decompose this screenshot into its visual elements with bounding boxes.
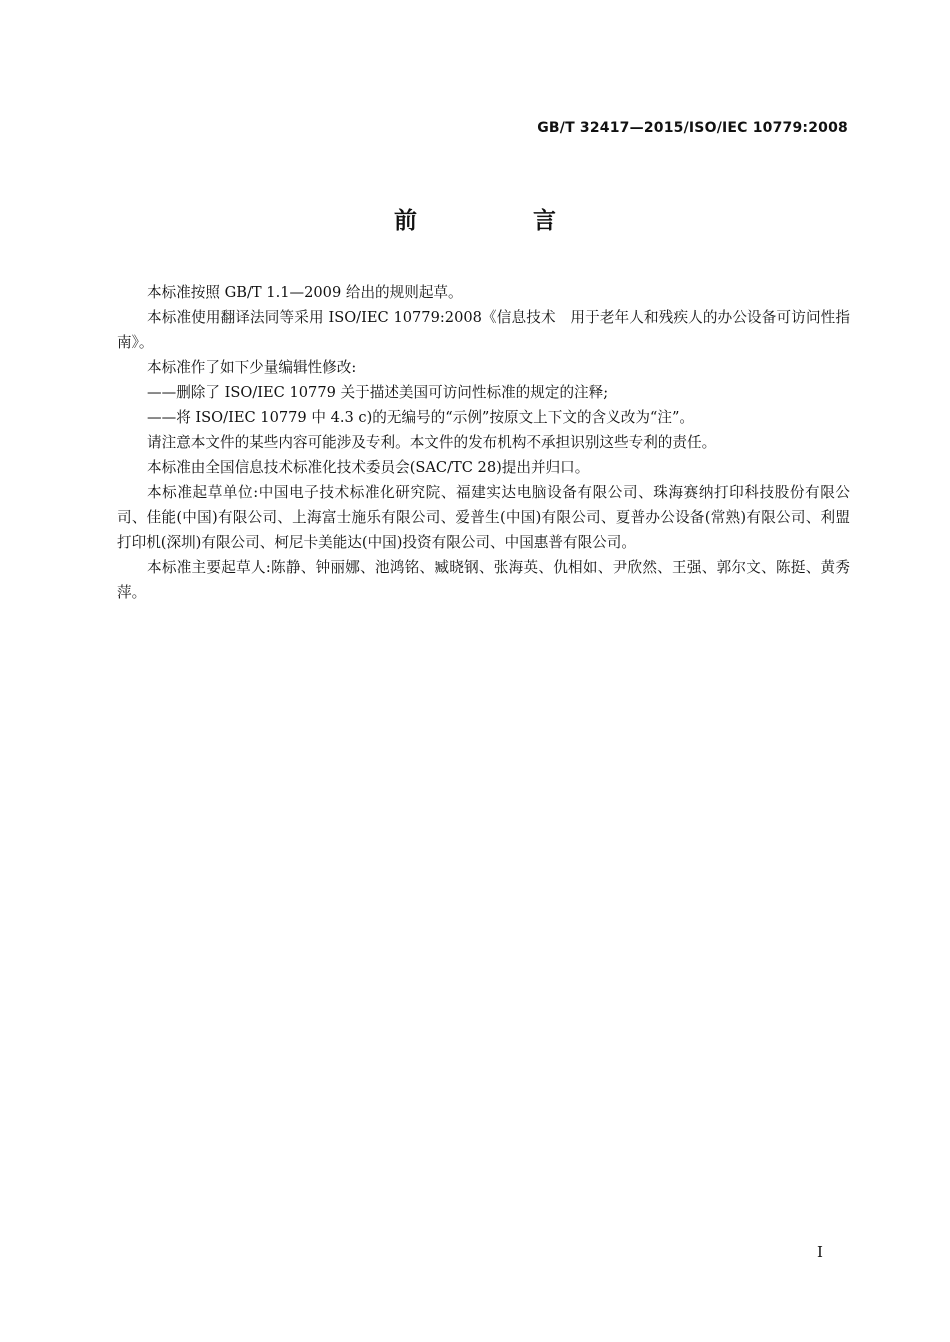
foreword-body xyxy=(117,280,850,605)
page-number: I xyxy=(817,1243,823,1261)
paragraph-edits-intro: 本标准作了如下少量编辑性修改: xyxy=(147,359,357,376)
paragraph-patent-notice: 请注意本文件的某些内容可能涉及专利。本文件的发布机构不承担识别这些专利的责任。 xyxy=(147,434,717,451)
paragraph-adoption: 本标准使用翻译法同等采用 ISO/IEC 10779:2008《信息技术 用于老年人和残疾人的办公设备可访问性指南》。 xyxy=(117,309,850,351)
paragraph-edit-item-1: ——删除了 ISO/IEC 10779 关于描述美国可访问性标准的规定的注释; xyxy=(147,384,609,401)
paragraph-drafters: 本标准主要起草人:陈静、钟丽娜、池鸿铭、臧晓钢、张海英、仇相如、尹欣然、王强、郭尔文、陈挺、黄秀萍。 xyxy=(117,559,850,601)
page-title: 前 言 xyxy=(393,208,610,234)
paragraph-drafting-rules: 本标准按照 GB/T 1.1—2009 给出的规则起草。 xyxy=(147,284,463,301)
paragraph-drafting-units: 本标准起草单位:中国电子技术标准化研究院、福建实达电脑设备有限公司、珠海赛纳打印科技股份有限公司、佳能(中国)有限公司、上海富士施乐有限公司、爱普生(中国)有限公司、夏普办公设备(常熟)有限公司、利盟打印机(深圳)有限公司、柯尼卡美能达(中国)投资有限公司、中国惠普有限公司。 xyxy=(117,484,850,551)
paragraph-edit-item-2: ——将 ISO/IEC 10779 中 4.3 c)的无编号的“示例”按原文上下文的含义改为“注”。 xyxy=(147,409,695,426)
standard-code: GB/T 32417—2015/ISO/IEC 10779:2008 xyxy=(537,120,848,136)
paragraph-proposer: 本标准由全国信息技术标准化技术委员会(SAC/TC 28)提出并归口。 xyxy=(147,459,590,476)
